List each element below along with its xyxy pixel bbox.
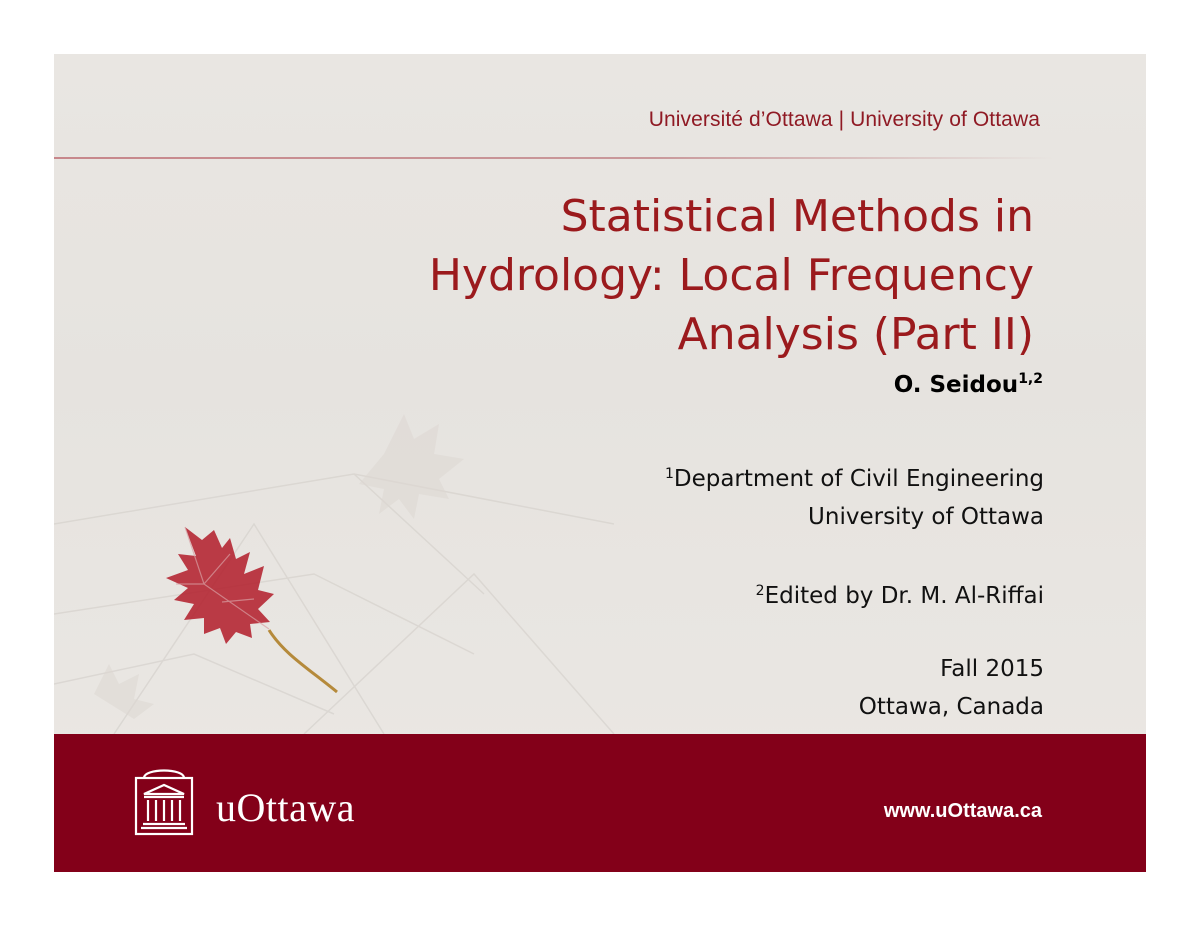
author-superscript: 1,2 [1018,371,1043,387]
university-building-icon [134,766,194,836]
author-name: O. Seidou [893,372,1019,398]
university-name-header: Université d’Ottawa | University of Ottawa [648,108,1040,131]
affiliation-editor [756,572,1044,615]
website-link[interactable]: www.uOttawa.ca [883,800,1042,822]
location: Ottawa, Canada [858,694,1044,720]
date-location [859,650,1044,726]
maple-leaf-icon [166,527,337,692]
affiliation-department [665,455,1044,536]
title-slide [54,54,1146,872]
affiliation-line: Department of Civil Engineering [673,466,1044,492]
affiliation-marker: 2 [755,583,765,599]
title-line: Analysis (Part II) [677,309,1034,360]
affiliation-marker: 1 [664,466,674,482]
title-line: Hydrology: Local Frequency [428,250,1034,301]
footer-bar [54,734,1146,872]
date: Fall 2015 [940,656,1044,682]
affiliation-line: Edited by Dr. M. Al-Riffai [764,583,1044,609]
affiliation-line: University of Ottawa [808,504,1044,530]
slide-title [274,187,1034,364]
author [894,371,1043,398]
header-divider [54,157,1054,159]
logo-wordmark: uOttawa [216,784,356,830]
uottawa-logo [134,766,355,836]
title-line: Statistical Methods in [560,191,1034,242]
